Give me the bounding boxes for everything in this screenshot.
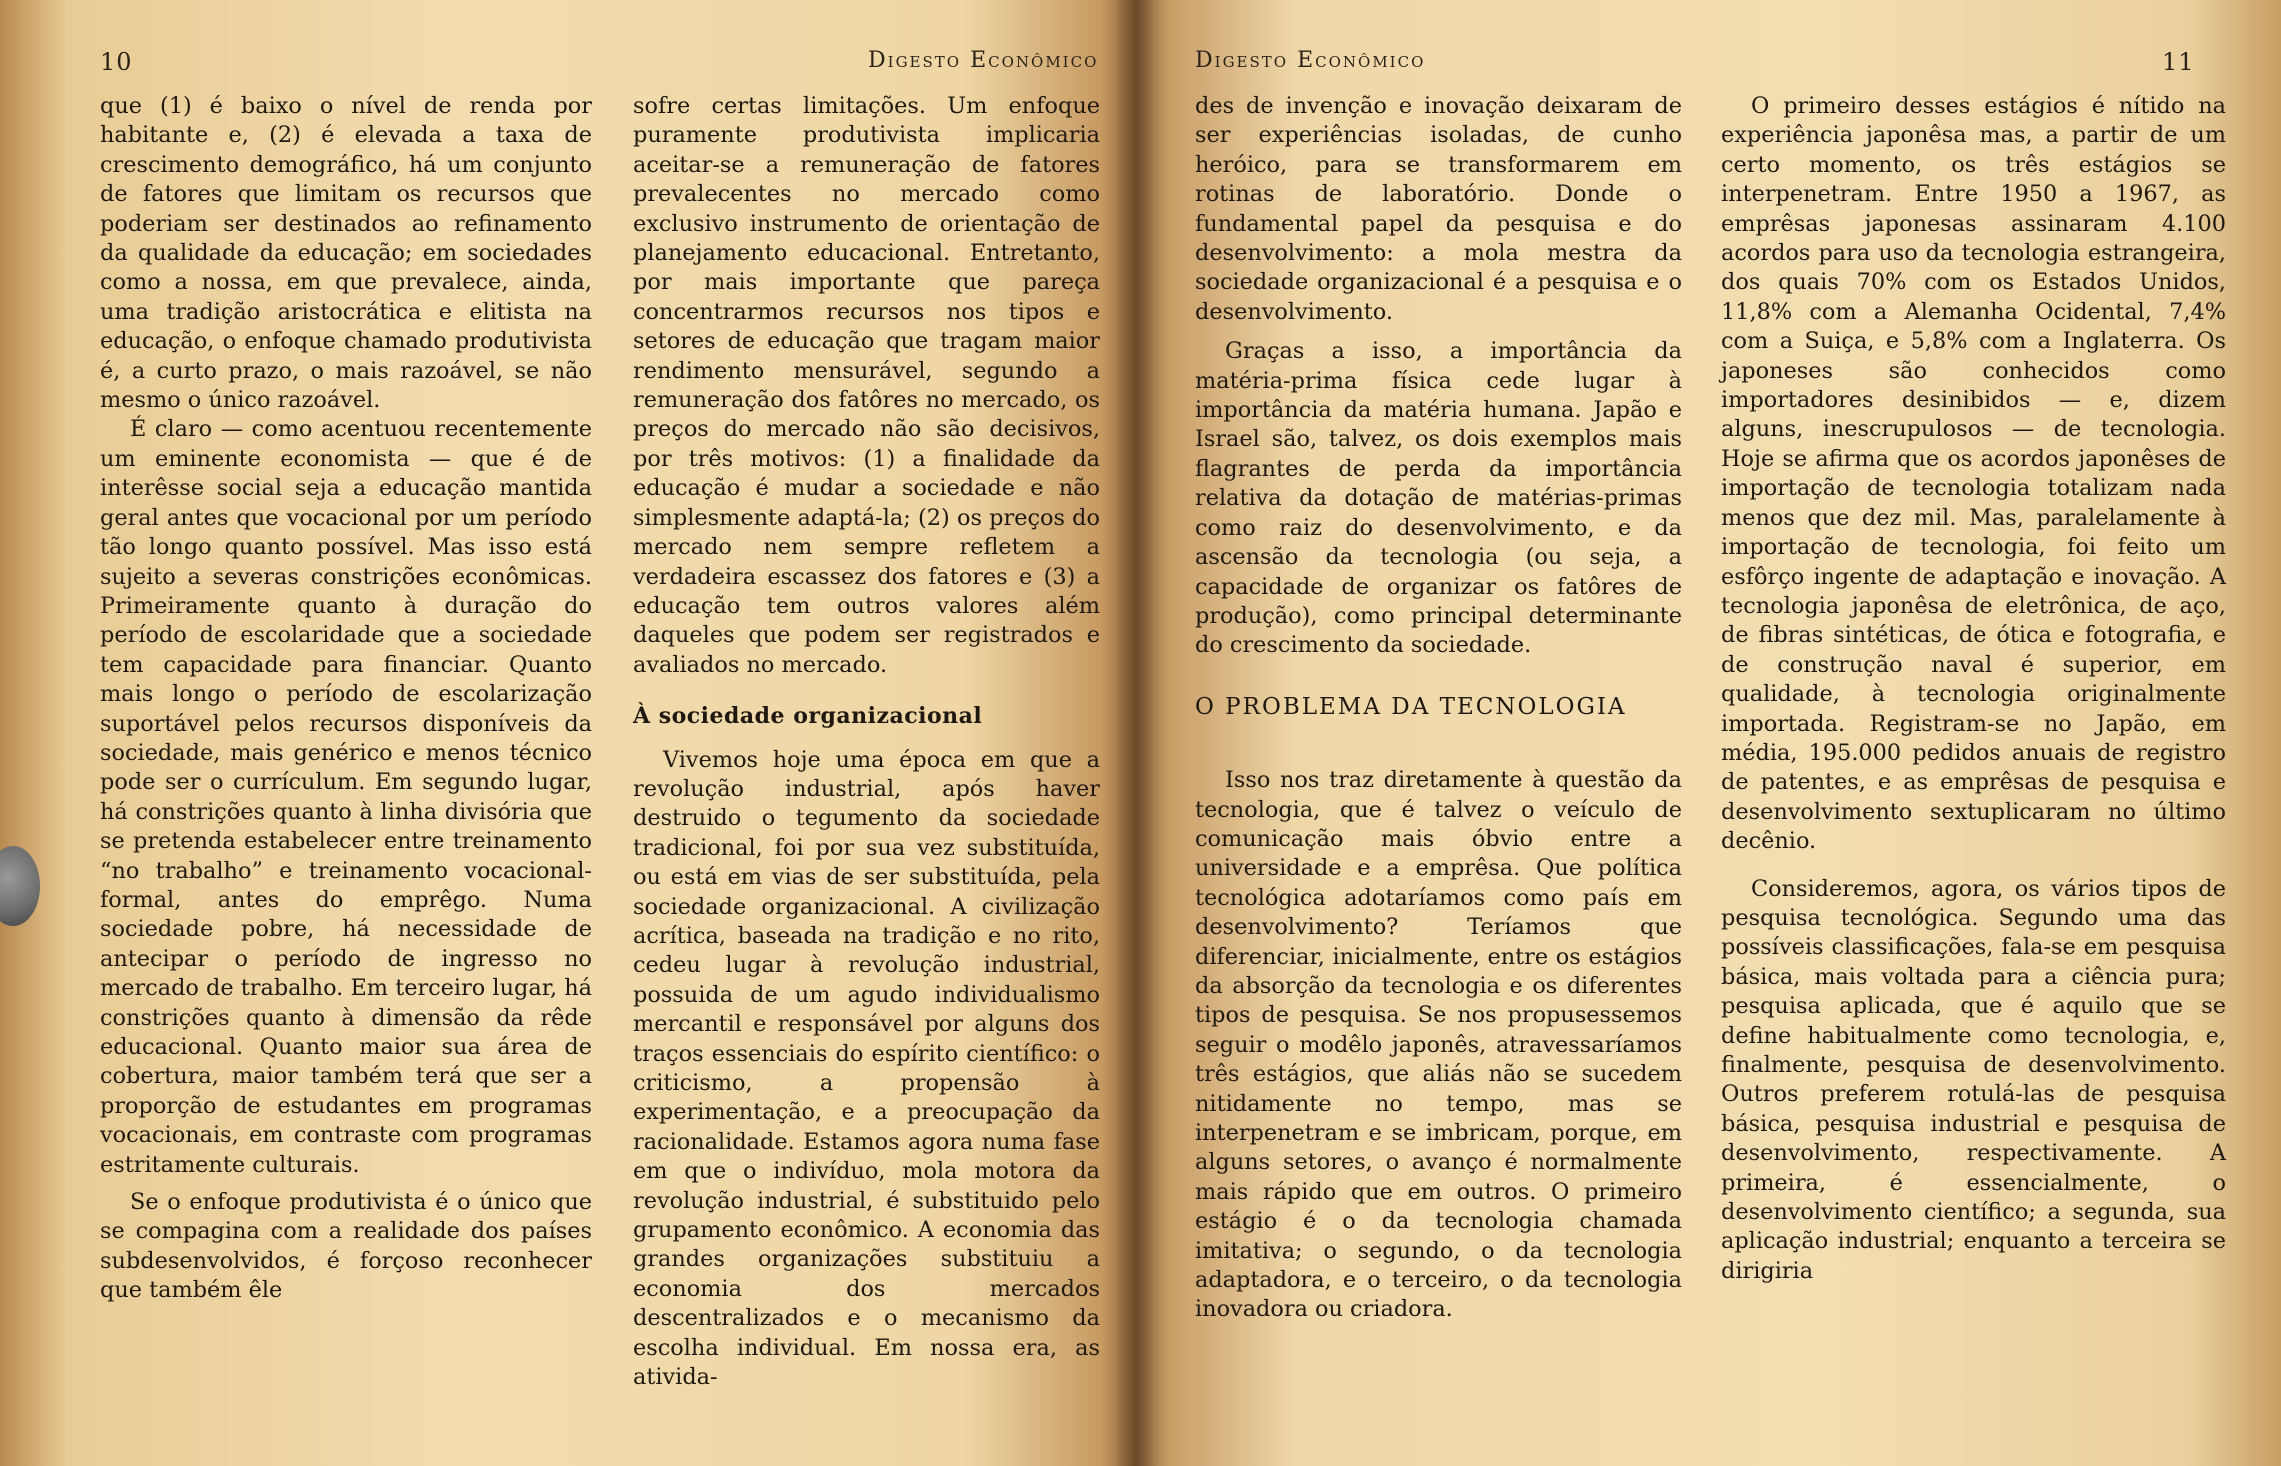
paragraph: Graças a isso, a importância da matéria-prima física cede lugar à importância da matéria humana. Japão e Israel são, talvez, os dois exemplos mais flagrantes de perda da importância relativa da dotação de matérias-primas como raiz do desenvolvimento, e da ascensão da tecnologia (ou seja, a capacidade de organizar os fatôres de produção), como principal determinante do crescimento da sociedade. (1195, 338, 1682, 659)
section-heading: O PROBLEMA DA TECNOLOGIA (1195, 693, 1627, 720)
paragraph: É claro — como acentuou recentemente um eminente economista — que é de interêsse social seja a educação mantida geral antes que vocacional por um período tão longo quanto possível. Mas isso está sujeito a severas constrições econômicas. Primeiramente quanto à duração do período de escolaridade que a sociedade tem capacidade para financiar. Quanto mais longo o período de escolarização suportável pelos recursos disponíveis da sociedade, mais genérico e menos técnico pode ser o currículum. Em segundo lugar, há constrições quanto à linha divisória que se pretenda estabelecer entre treinamento “no trabalho” e treinamento vocacional-formal, antes do emprêgo. Numa sociedade pobre, há necessidade de antecipar o período de ingresso no mercado de trabalho. Em terceiro lugar, há constrições quanto à dimensão da rêde educacional. Quanto maior sua área de cobertura, maior também terá que ser a proporção de estudantes em programas vocacionais, em contraste com programas estritamente culturais. (100, 416, 592, 1178)
left-column-2 (633, 92, 1100, 1392)
paragraph: Se o enfoque produtivista é o único que se compagina com a realidade dos países subdesenvolvidos, é forçoso reconhecer que também êle (100, 1189, 592, 1304)
paragraph: des de invenção e inovação deixaram de ser experiências isoladas, de cunho heróico, para se transformarem em rotinas de laboratório. Donde o fundamental papel da pesquisa e do desenvolvimento: a mola mestra da sociedade organizacional é a pesquisa e o desenvolvimento. (1195, 93, 1682, 325)
paragraph: Isso nos traz diretamente à questão da tecnologia, que é talvez o veículo de comunicação mais óbvio entre a universidade e a emprêsa. Que política tecnológica adotaríamos como país em desenvolvimento? Teríamos que diferenciar, inicialmente, entre os estágios da absorção da tecnologia e os diferentes tipos de pesquisa. Se nos propusessemos seguir o modêlo japonês, atravessaríamos três estágios, que aliás não se sucedem nitidamente no tempo, mas se interpenetram e se imbricam, porque, em alguns setores, o avanço é normalmente mais rápido que em outros. O primeiro estágio é o da tecnologia chamada imitativa; o segundo, o da tecnologia adaptadora, e o terceiro, o da tecnologia inovadora ou criadora. (1195, 767, 1682, 1323)
paragraph: O primeiro desses estágios é nítido na experiência japonêsa mas, a partir de um certo momento, os três estágios se interpenetram. Entre 1950 a 1967, as emprêsas japonesas assinaram 4.100 acordos para uso da tecnologia estrangeira, dos quais 70% com os Estados Unidos, 11,8% com a Alemanha Ocidental, 7,4% com a Suiça, e 5,8% com a Inglaterra. Os japoneses são conhecidos como importadores desinibidos — e, dizem alguns, inescrupulosos — de tecnologia. Hoje se afirma que os acordos japonêses de importação de tecnologia totalizam nada menos que dez mil. Mas, paralelamente à importação de tecnologia, foi feito um esfôrço ingente de adaptação e inovação. A tecnologia japonêsa de eletrônica, de aço, de fibras sintéticas, de ótica e fotografia, e de construção naval é superior, em qualidade, à tecnologia originalmente importada. Registram-se no Japão, em média, 195.000 pedidos anuais de registro de patentes, e as emprêsas de pesquisa e desenvolvimento sextuplicaram no último decênio. (1721, 93, 2226, 855)
left-page (0, 0, 1135, 1466)
paragraph: Consideremos, agora, os vários tipos de pesquisa tecnológica. Segundo uma das possíveis classificações, fala-se em pesquisa básica, mais voltada para a ciência pura; pesquisa aplicada, que é aquilo que se define habitualmente como tecnologia, e, finalmente, pesquisa de desenvolvimento. Outros preferem rotulá-las de pesquisa básica, pesquisa industrial e pesquisa de desenvolvimento, respectivamente. A primeira, é essencialmente, o desenvolvimento científico; a segunda, sua aplicação industrial; enquanto a terceira se dirigiria (1721, 875, 2226, 1284)
paragraph: sofre certas limitações. Um enfoque puramente produtivista implicaria aceitar-se a remuneração de fatores prevalecentes no mercado como exclusivo instrumento de orientação de planejamento educacional. Entretanto, por mais importante que pareça concentrarmos recursos nos tipos e setores de educação que tragam maior rendimento mensurável, segundo a remuneração dos fatôres no mercado, os preços do mercado não são decisivos, por três motivos: (1) a finalidade da educação é mudar a sociedade e não simplesmente adaptá-la; (2) os preços do mercado nem sempre refletem a verdadeira escassez dos fatores e (3) a educação tem outros valores além daqueles que podem ser registrados e avaliados no mercado. (633, 93, 1100, 678)
section-heading: À sociedade organizacional (633, 703, 983, 730)
paragraph: Vivemos hoje uma época em que a revolução industrial, após haver destruido o tegumento da sociedade tradicional, foi por sua vez substituída, ou está em vias de ser substituída, pela sociedade organizacional. A civilização acrítica, baseada na tradição e no rito, cedeu lugar à revolução industrial, possuida de um agudo individualismo mercantil e responsável por alguns dos traços essenciais do espírito científico: o criticismo, a propensão à experimentação, e a preocupação da racionalidade. Estamos agora numa fase em que o indivíduo, mola motora da revolução industrial, é substituido pelo grupamento econômico. A economia das grandes organizações substituiu a economia dos mercados descentralizados e o mecanismo da escolha individual. Em nossa era, as ativida- (633, 746, 1100, 1391)
running-head-left: Digesto Econômico (868, 48, 1099, 73)
book-gutter (1115, 0, 1155, 1466)
binder-clip-mark (0, 846, 40, 926)
right-page (1135, 0, 2281, 1466)
page-number-left: 10 (100, 48, 133, 76)
left-column-1 (100, 92, 592, 1306)
paragraph: que (1) é baixo o nível de renda por habitante e, (2) é elevada a taxa de crescimento demográfico, há um conjunto de fatores que limitam os recursos que poderiam ser destinados ao refinamento da qualidade da educação; em sociedades como a nossa, em que prevalece, ainda, uma tradição aristocrática e elitista na educação, o enfoque chamado produtivista é, a curto prazo, o mais razoável, se não mesmo o único razoável. (100, 93, 592, 414)
running-head-right: Digesto Econômico (1195, 48, 1426, 73)
right-column-2 (1721, 92, 2226, 1286)
right-column-1 (1195, 92, 1682, 1325)
page-number-right: 11 (2162, 48, 2195, 76)
